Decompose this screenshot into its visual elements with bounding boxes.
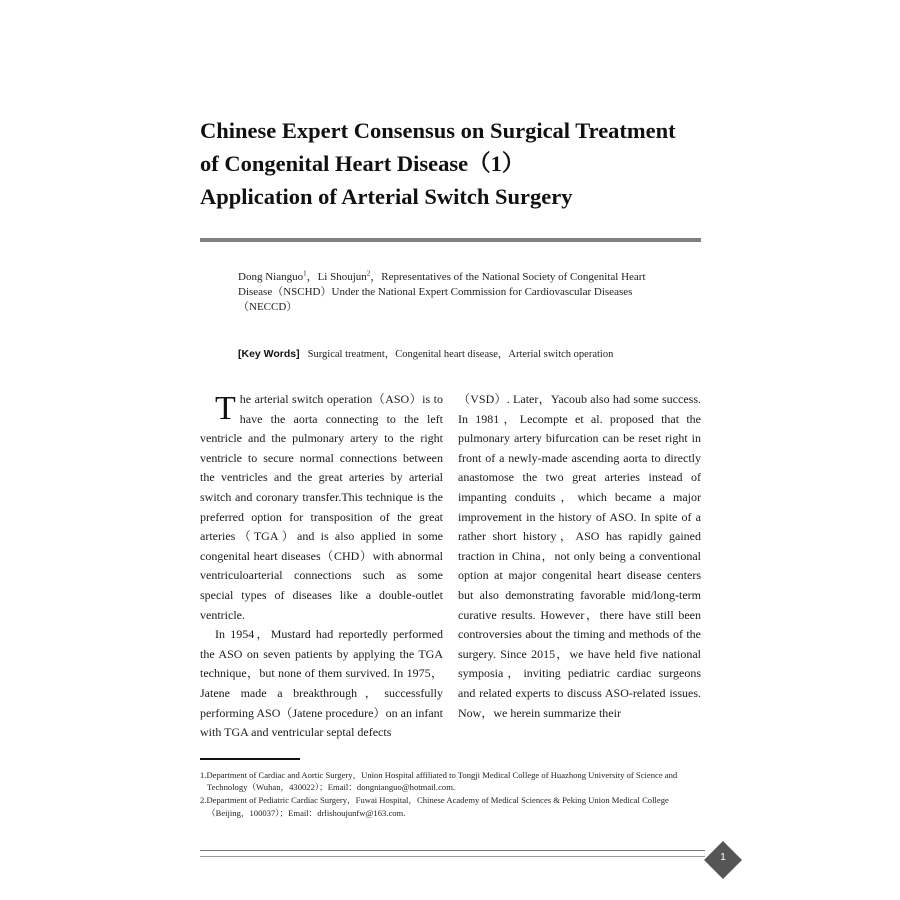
author-representation: ，Representatives of the National Society of Congenital Heart Disease（NSCHD）Under the National Expert Commission for Cardiovascular Diseases（NECCD）	[238, 271, 646, 313]
article-title	[200, 114, 720, 213]
title-line-3: Application of Arterial Switch Surgery	[200, 184, 573, 209]
body-column-left	[200, 390, 443, 743]
keywords-label: [Key Words]	[238, 348, 300, 360]
body-paragraph-2: In 1954，Mustard had reportedly performed the ASO on seven patients by applying the TGA technique，but none of them survived. In 1975，Jatene made a breakthrough，successfully performing ASO（Jatene procedure）on an infant with TGA and ventricular septal defects	[200, 627, 443, 740]
footnote-2: 2.Department of Pediatric Cardiac Surgery，Fuwai Hospital，Chinese Academy of Medical Sciences & Peking Union Medical College（Beijing，100037）；Email：drlishoujunfw@163.com.	[200, 795, 669, 818]
author-affiliation-2: 2	[366, 269, 371, 278]
author-name-2: Li Shoujun	[317, 271, 367, 283]
footer-rule-bottom	[200, 856, 705, 857]
drop-cap: T	[215, 390, 236, 427]
page-number-badge	[703, 840, 743, 880]
keywords-text: Surgical treatment，Congenital heart disease，Arterial switch operation	[307, 349, 614, 360]
body-paragraph-1: The arterial switch operation（ASO）is to have the aorta connecting to the left ventricle and the pulmonary artery to the right ventricle to secure normal connections between the ventricles and the great arteries by arterial switch and coronary transfer.This technique is the preferred option for transposition of the great arteries（TGA）and is also applied in some congenital heart diseases（CHD）with abnormal ventriculoarterial connections such as some special types of diseases like a double-outlet ventricle.	[200, 390, 443, 622]
page-number: 1	[720, 852, 726, 863]
author-name-1: Dong Nianguo	[238, 271, 304, 283]
title-line-2: of Congenital Heart Disease（1）	[200, 151, 525, 176]
footnote-1: 1.Department of Cardiac and Aortic Surgery，Union Hospital affiliated to Tongji Medical College of Huazhong University of Science and Technology（Wuhan，430022）；Email：dongnianguo@hotmail.com.	[200, 770, 678, 793]
title-divider	[200, 238, 701, 242]
footnotes	[200, 769, 702, 820]
author-block	[238, 270, 678, 315]
body-column-right	[458, 390, 701, 723]
author-separator: ，	[306, 271, 318, 283]
keywords-line	[238, 346, 698, 361]
title-line-1: Chinese Expert Consensus on Surgical Treatment	[200, 118, 676, 143]
footer-rule-top	[200, 850, 705, 851]
body-paragraph-3: （VSD）. Later，Yacoub also had some success. In 1981，Lecompte et al. proposed that the pulmonary artery bifurcation can be reset right in front of a newly-made ascending aorta to directly anastomose the two great arteries instead of impanting conduits，which became a major improvement in the history of ASO. In spite of a rather short history，ASO has rapidly gained traction in China，not only being a conventional option at major congenital heart disease centers but also demonstrating favorable mid/long-term curative results. However，there have still been controversies about the timing and methods of the surgery. Since 2015，we have held five national symposia，inviting pediatric cardiac surgeons and related experts to discuss ASO-related issues. Now，we herein summarize their	[458, 392, 701, 720]
footnote-divider	[200, 758, 300, 760]
author-affiliation-1: 1	[303, 269, 307, 278]
